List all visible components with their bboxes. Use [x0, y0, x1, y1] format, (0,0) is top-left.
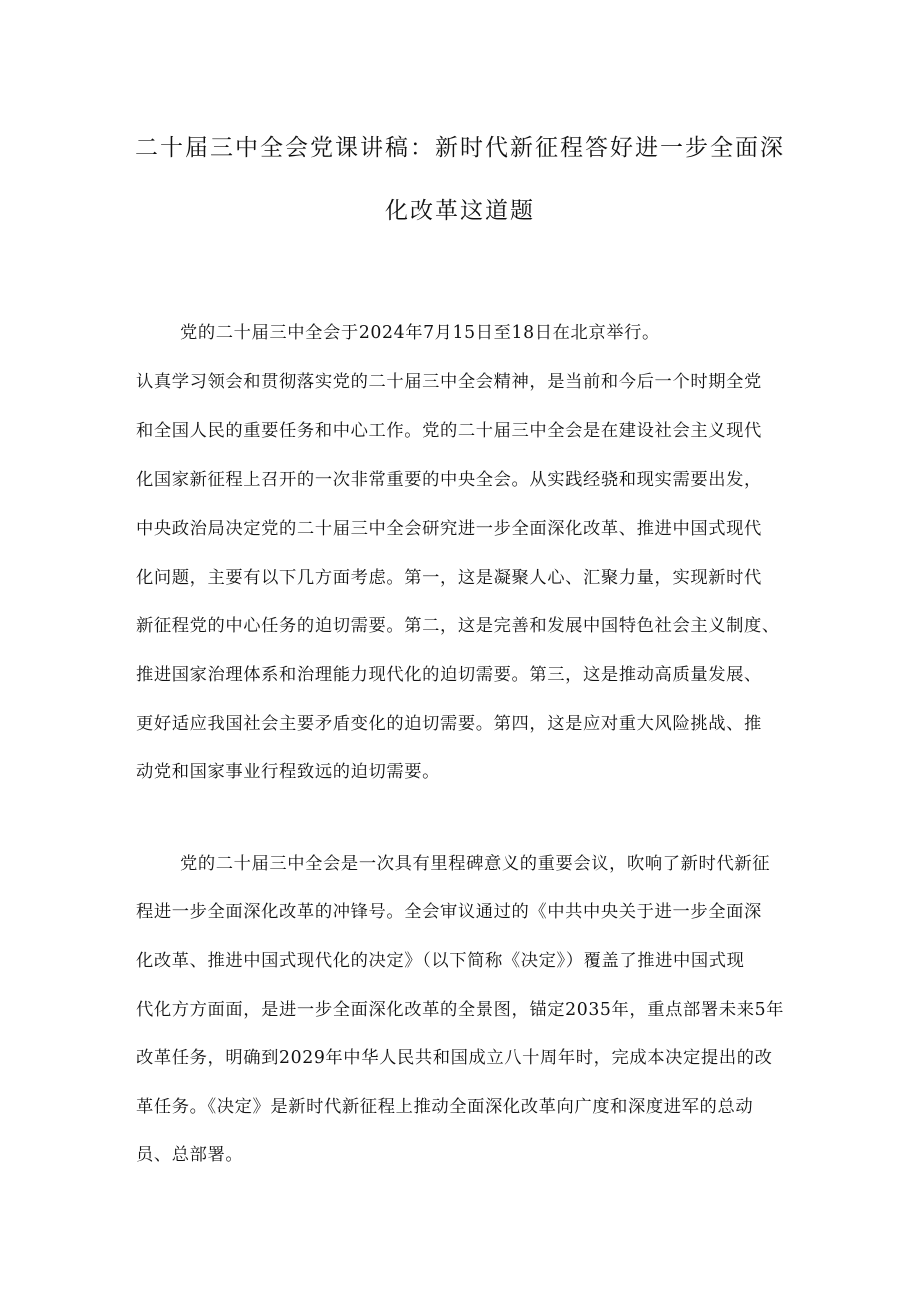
document-title-line-1: 二十届三中全会党课讲稿：新时代新征程答好进一步全面深: [135, 135, 785, 161]
paragraph-2-line-1: 党的二十届三中全会是一次具有里程碑意义的重要会议，吹响了新时代新征: [180, 854, 771, 874]
paragraph-1-line-1: 党的二十届三中全会于2024年7月15日至18日在北京举行。: [180, 323, 660, 343]
paragraph-2-line-2: 程进一步全面深化改革的冲锋号。全会审议通过的《中共中央关于进一步全面深: [136, 902, 762, 922]
paragraph-1-line-2: 认真学习领会和贯彻落实党的二十届三中全会精神，是当前和今后一个时期全党: [136, 372, 762, 392]
paragraph-1-line-3: 和全国人民的重要任务和中心工作。党的二十届三中全会是在建设社会主义现代: [136, 421, 762, 441]
paragraph-2-line-3: 化改革、推进中国式现代化的决定》（以下简称《决定》）覆盖了推进中国式现: [136, 951, 745, 971]
paragraph-2-line-7: 员、总部署。: [136, 1145, 244, 1165]
paragraph-2-line-4: 代化方方面面，是进一步全面深化改革的全景图，锚定2035年，重点部署未来5年: [136, 1000, 785, 1020]
paragraph-1-line-10: 动党和国家事业行程致远的迫切需要。: [136, 762, 440, 782]
paragraph-1-line-7: 新征程党的中心任务的迫切需要。第二，这是完善和发展中国特色社会主义制度、: [136, 616, 780, 636]
document-title-line-2: 化改革这道题: [385, 198, 535, 224]
paragraph-2-line-6: 革任务。《决定》是新时代新征程上推动全面深化改革向广度和深度进军的总动: [136, 1097, 754, 1117]
paragraph-2-line-5: 改革任务，明确到2029年中华人民共和国成立八十周年时，完成本决定提出的改: [136, 1048, 773, 1068]
paragraph-1-line-5: 中央政治局决定党的二十届三中全会研究进一步全面深化改革、推进中国式现代: [136, 519, 762, 539]
paragraph-1-line-4: 化国家新征程上召开的一次非常重要的中央全会。从实践经骁和现实需要出发，: [136, 470, 762, 490]
paragraph-1-line-9: 更好适应我国社会主要矛盾变化的迫切需要。第四，这是应对重大风险挑战、推: [136, 714, 762, 734]
paragraph-1-line-8: 推进国家治理体系和治理能力现代化的迫切需要。第三，这是推动高质量发展、: [136, 665, 762, 685]
paragraph-1-line-6: 化问题，主要有以下几方面考虑。第一，这是凝聚人心、汇聚力量，实现新时代: [136, 568, 762, 588]
